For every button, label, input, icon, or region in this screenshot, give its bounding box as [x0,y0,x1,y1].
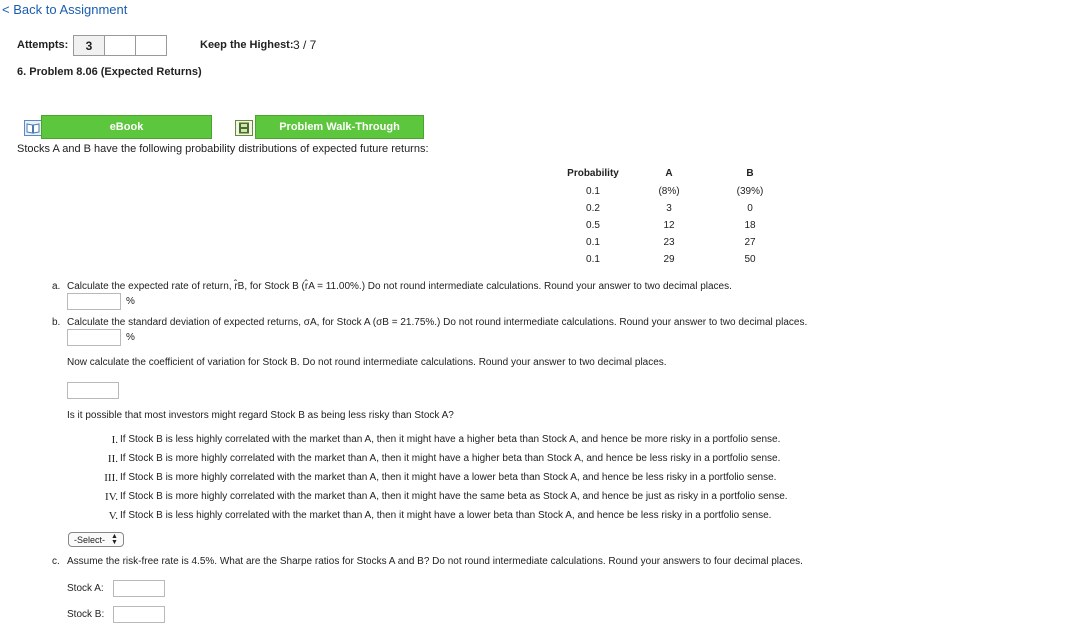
option-number: V. [108,510,118,522]
question-a-prefix: a. [52,281,61,292]
option-number: II. [107,453,118,465]
select-value: -Select- [74,534,106,545]
options-list [96,434,788,529]
problem-title: 6. Problem 8.06 (Expected Returns) [17,66,202,78]
question-b-prefix: b. [52,317,61,328]
list-item [96,510,788,529]
back-to-assignment-link[interactable]: < Back to Assignment [2,2,128,17]
cell-a: 23 [663,237,675,248]
answer-select[interactable] [68,532,124,547]
risk-question-text: Is it possible that most investors might regard Stock B as being less risky than Stock A? [67,410,454,421]
question-c-text: Assume the risk-free rate is 4.5%. What are the Sharpe ratios for Stocks A and B? Do not round intermediate calculations. Round your answers to four decimal places. [67,556,803,567]
select-arrows-icon: ▲ ▼ [111,532,118,546]
header-probability: Probability [567,168,619,179]
cell-a: 29 [663,254,675,265]
table-row [560,217,788,234]
sharpe-a-input[interactable] [113,580,165,597]
std-dev-a-input[interactable] [67,329,121,346]
list-item [96,491,788,510]
book-icon [24,120,42,136]
cell-a: (8%) [658,186,680,197]
option-text: If Stock B is more highly correlated with the market than A, then it might have the same beta as Stock A, and hence be just as risky in a portfolio sense. [120,491,788,502]
header-b: B [746,168,754,179]
film-icon [235,120,253,136]
attempt-boxes [73,35,166,56]
cell-a: 12 [663,220,675,231]
cv-question-text: Now calculate the coefficient of variation for Stock B. Do not round intermediate calculations. Round your answer to two decimal places. [67,357,667,368]
option-number: I. [111,434,118,446]
list-item [96,453,788,472]
attempts-label: Attempts: [17,39,69,51]
problem-walkthrough-button[interactable]: Problem Walk-Through [255,115,424,139]
table-row [560,183,788,200]
table-row [560,234,788,251]
cell-probability: 0.2 [586,203,600,214]
cell-probability: 0.5 [586,220,600,231]
option-text: If Stock B is more highly correlated with the market than A, then it might have a higher beta than Stock A, and hence be less risky in a portfolio sense. [120,453,781,464]
probability-table [560,167,788,268]
coefficient-variation-input[interactable] [67,382,119,399]
attempt-box-3 [135,35,167,56]
cell-a: 3 [666,203,672,214]
stock-b-label: Stock B: [67,609,105,620]
question-a-text: Calculate the expected rate of return, r̂B, for Stock B (r̂A = 11.00%.) Do not round intermediate calculations. Round your answer to two decimal places. [67,281,732,292]
list-item [96,472,788,491]
cell-b: 18 [744,220,756,231]
option-text: If Stock B is less highly correlated with the market than A, then it might have a lower beta than Stock A, and hence be less risky in a portfolio sense. [120,510,772,521]
stock-a-label: Stock A: [67,583,104,594]
cell-b: 0 [747,203,753,214]
expected-return-b-input[interactable] [67,293,121,310]
keep-highest-value: 3 / 7 [293,38,317,52]
table-row [560,200,788,217]
option-text: If Stock B is more highly correlated with the market than A, then it might have a lower beta than Stock A, and hence be less risky in a portfolio sense. [120,472,777,483]
cell-b: 50 [744,254,756,265]
attempt-box-1: 3 [73,35,105,56]
sharpe-b-input[interactable] [113,606,165,623]
option-number: III. [104,472,118,484]
keep-highest-label: Keep the Highest: [200,39,294,51]
question-c-prefix: c. [52,556,60,567]
question-b-text: Calculate the standard deviation of expected returns, σA, for Stock A (σB = 21.75%.) Do not round intermediate calculations. Round your answer to two decimal places. [67,317,808,328]
option-text: If Stock B is less highly correlated with the market than A, then it might have a higher beta than Stock A, and hence be more risky in a portfolio sense. [120,434,781,445]
question-a-unit: % [126,296,135,307]
cell-b: 27 [744,237,756,248]
cell-probability: 0.1 [586,254,600,265]
cell-b: (39%) [736,186,764,197]
intro-text: Stocks A and B have the following probability distributions of expected future returns: [17,143,429,155]
attempt-box-2 [104,35,136,56]
question-b-unit: % [126,332,135,343]
ebook-button[interactable]: eBook [41,115,212,139]
list-item [96,434,788,453]
option-number: IV. [105,491,118,503]
cell-probability: 0.1 [586,186,600,197]
table-row [560,251,788,268]
header-a: A [665,168,673,179]
cell-probability: 0.1 [586,237,600,248]
